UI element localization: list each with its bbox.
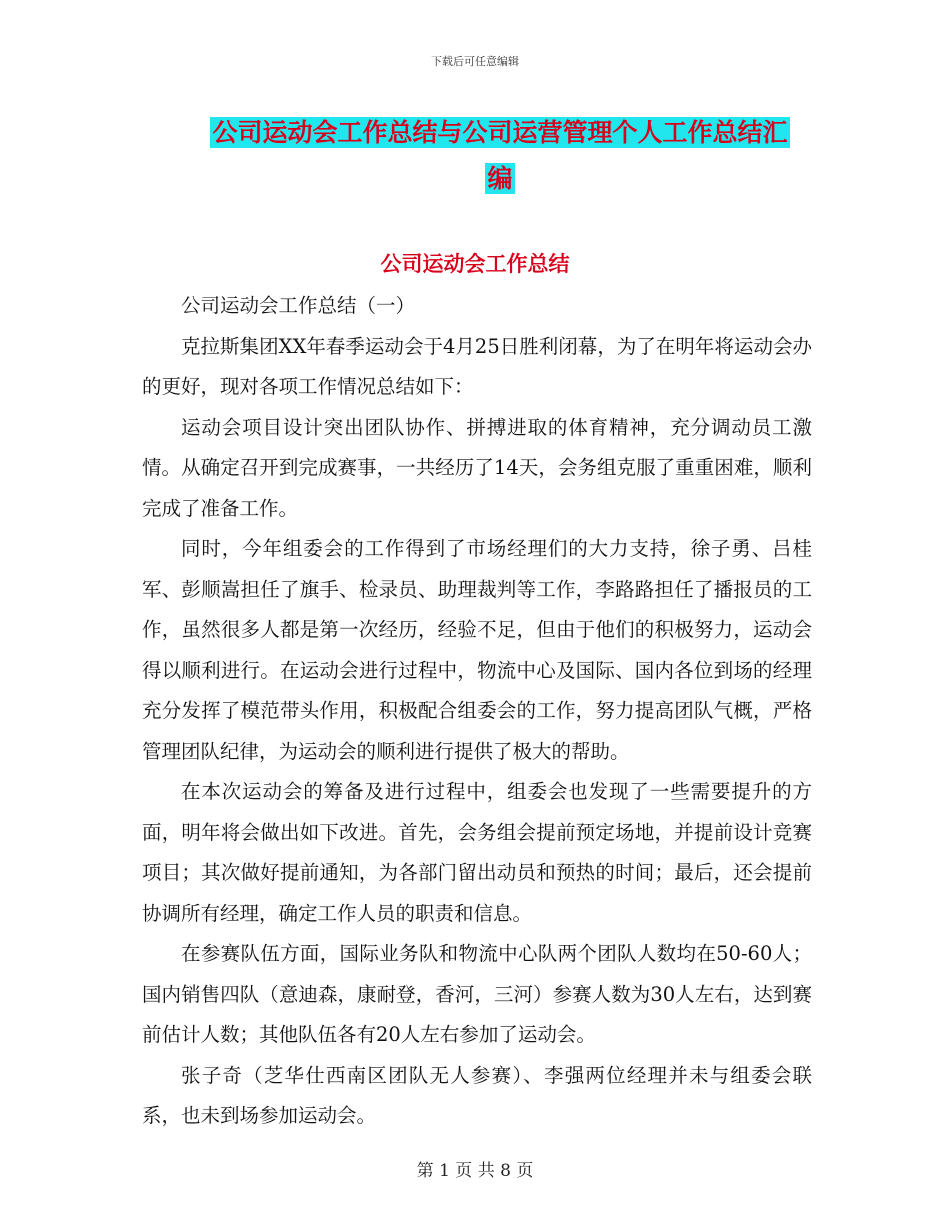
- document-body: [142, 286, 812, 1137]
- document-title-line1: 公司运动会工作总结与公司运营管理个人工作总结汇: [212, 118, 788, 147]
- body-paragraph: 张子奇（芝华仕西南区团队无人参赛）、李强两位经理并未与组委会联系，也未到场参加运动会。: [142, 1063, 812, 1127]
- page-number-footer: 第 1 页 共 8 页: [416, 1161, 534, 1181]
- subheading-paragraph: 公司运动会工作总结（一）: [181, 294, 416, 317]
- document-title: [190, 110, 810, 202]
- body-paragraph: 在本次运动会的筹备及进行过程中，组委会也发现了一些需要提升的方面，明年将会做出如下改进。首先，会务组会提前预定场地，并提前设计竞赛项目；其次做好提前通知，为各部门留出动员和预热的时间；最后，还会提前协调所有经理，确定工作人员的职责和信息。: [142, 780, 812, 925]
- section-title: 公司运动会工作总结: [380, 252, 570, 276]
- body-paragraph: 在参赛队伍方面，国际业务队和物流中心队两个团队人数均在50-60人；国内销售四队（意迪森，康耐登，香河，三河）参赛人数为30人左右，达到赛前估计人数；其他队伍各有20人左右参加了运动会。: [142, 942, 812, 1046]
- body-paragraph: 运动会项目设计突出团队协作、拼搏进取的体育精神，充分调动员工激情。从确定召开到完成赛事，一共经历了14天，会务组克服了重重困难，顺利完成了准备工作。: [142, 415, 812, 520]
- header-note: 下载后可任意编辑: [431, 55, 519, 68]
- body-paragraph: 克拉斯集团XX年春季运动会于4月25日胜利闭幕，为了在明年将运动会办的更好，现对各项工作情况总结如下：: [142, 334, 812, 398]
- body-paragraph: 同时，今年组委会的工作得到了市场经理们的大力支持，徐子勇、吕桂军、彭顺嵩担任了旗手、检录员、助理裁判等工作，李路路担任了播报员的工作，虽然很多人都是第一次经历，经验不足，但由于他们的积极努力，运动会得以顺利进行。在运动会进行过程中，物流中心及国际、国内各位到场的经理充分发挥了模范带头作用，积极配合组委会的工作，努力提高团队气概，严格管理团队纪律，为运动会的顺利进行提供了极大的帮助。: [142, 537, 812, 763]
- document-title-line2: 编: [487, 164, 513, 193]
